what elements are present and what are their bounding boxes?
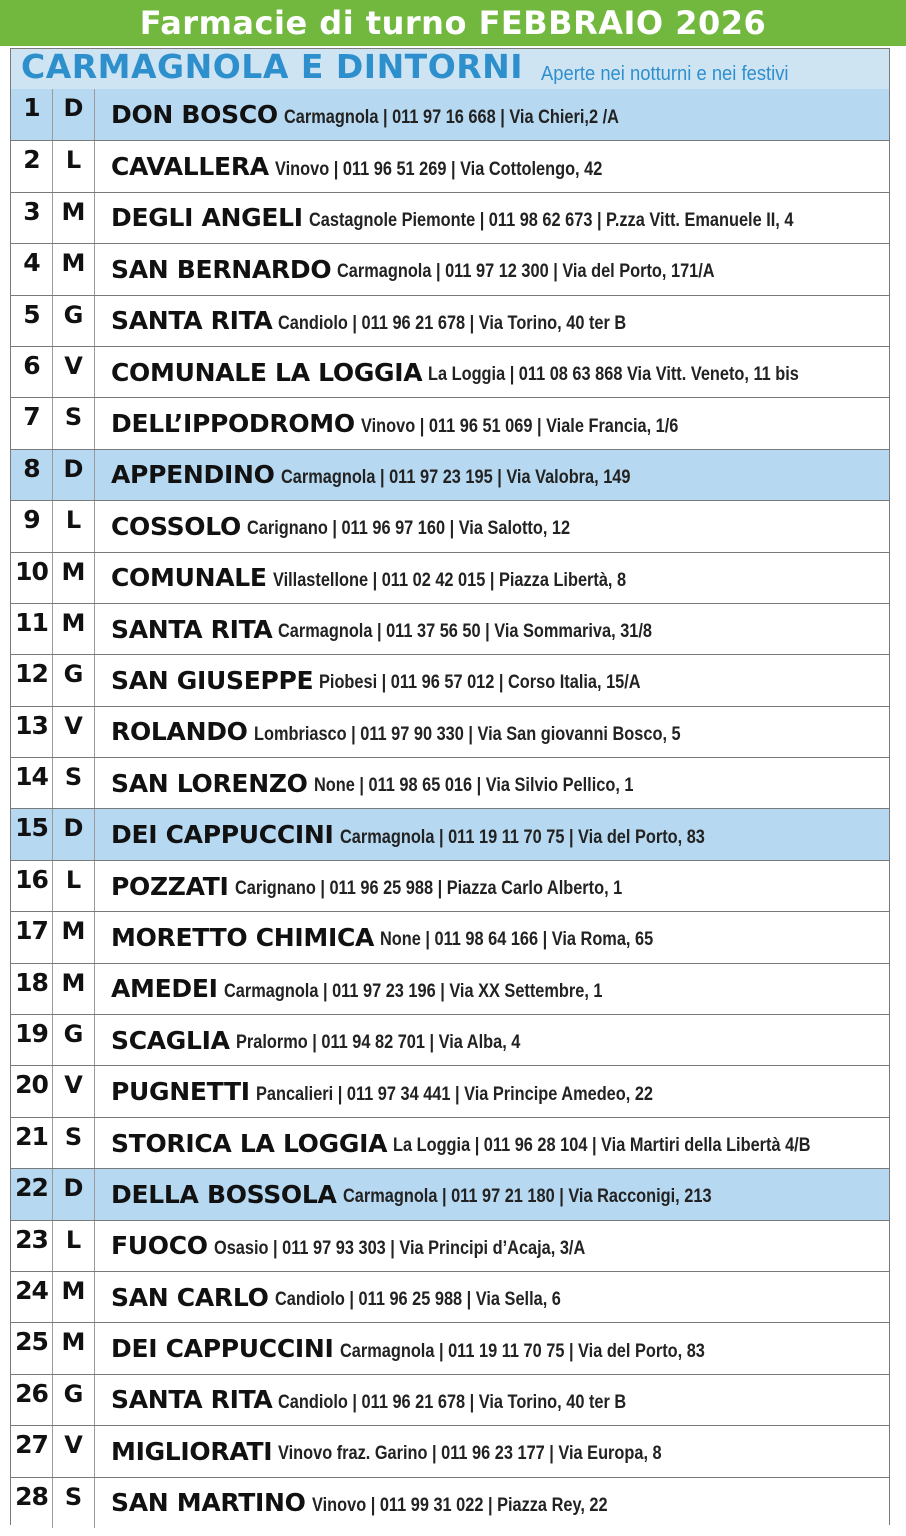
pharmacy-name: CAVALLERA — [111, 152, 269, 182]
pharmacy-details: Candiolo | 011 96 21 678 | Via Torino, 40 ter B — [278, 312, 627, 334]
day-number: 26 — [11, 1375, 53, 1425]
pharmacy-info — [95, 553, 889, 603]
table-row — [11, 1322, 889, 1373]
table-row — [11, 860, 889, 911]
table-row — [11, 1117, 889, 1168]
pharmacy-name: DELLA BOSSOLA — [111, 1179, 337, 1209]
day-number: 16 — [11, 861, 53, 911]
pharmacy-details: None | 011 98 64 166 | Via Roma, 65 — [380, 929, 654, 951]
pharmacy-name: SAN MARTINO — [111, 1488, 306, 1518]
weekday-letter: L — [53, 861, 95, 911]
pharmacy-details: Vinovo | 011 96 51 069 | Viale Francia, 1/6 — [360, 415, 679, 437]
pharmacy-details: Carmagnola | 011 97 23 196 | Via XX Settembre, 1 — [223, 980, 603, 1002]
day-number: 8 — [11, 450, 53, 500]
pharmacy-name: COSSOLO — [111, 511, 241, 541]
table-row — [11, 1425, 889, 1476]
weekday-letter: G — [53, 1015, 95, 1065]
table-row — [11, 449, 889, 500]
day-number: 24 — [11, 1272, 53, 1322]
pharmacy-name: PUGNETTI — [111, 1077, 250, 1107]
pharmacy-details: Vinovo | 011 96 51 269 | Via Cottolengo, 42 — [274, 158, 603, 180]
pharmacy-name: MIGLIORATI — [111, 1436, 273, 1466]
day-number: 10 — [11, 553, 53, 603]
day-number: 15 — [11, 809, 53, 859]
table-row — [11, 1014, 889, 1065]
pharmacy-name: ROLANDO — [111, 717, 248, 747]
table-row — [11, 1374, 889, 1425]
day-number: 14 — [11, 758, 53, 808]
day-number: 25 — [11, 1323, 53, 1373]
pharmacy-info — [95, 1221, 889, 1271]
pharmacy-details: Vinovo | 011 99 31 022 | Piazza Rey, 22 — [311, 1494, 608, 1516]
pharmacy-name: AMEDEI — [111, 974, 218, 1004]
day-number: 20 — [11, 1066, 53, 1116]
pharmacy-info — [95, 89, 889, 140]
pharmacy-details: Carmagnola | 011 97 16 668 | Via Chieri,2 /A — [283, 106, 619, 128]
day-number: 4 — [11, 244, 53, 294]
day-number: 9 — [11, 501, 53, 551]
pharmacy-details: Carmagnola | 011 97 12 300 | Via del Porto, 171/A — [337, 261, 715, 283]
weekday-letter: D — [53, 1169, 95, 1219]
pharmacy-details: Carmagnola | 011 19 11 70 75 | Via del Porto, 83 — [339, 826, 705, 848]
weekday-letter: M — [53, 193, 95, 243]
day-number: 6 — [11, 347, 53, 397]
table-row — [11, 808, 889, 859]
pharmacy-info — [95, 809, 889, 859]
table-row — [11, 500, 889, 551]
pharmacy-list — [11, 89, 889, 1528]
pharmacy-info — [95, 1375, 889, 1425]
weekday-letter: L — [53, 1221, 95, 1271]
weekday-letter: G — [53, 655, 95, 705]
pharmacy-name: DON BOSCO — [111, 100, 278, 130]
pharmacy-name: SAN LORENZO — [111, 768, 308, 798]
weekday-letter: G — [53, 296, 95, 346]
pharmacy-name: SANTA RITA — [111, 306, 273, 336]
pharmacy-name: APPENDINO — [111, 460, 275, 490]
table-row — [11, 346, 889, 397]
pharmacy-name: MORETTO CHIMICA — [111, 922, 375, 952]
day-number: 18 — [11, 964, 53, 1014]
day-number: 13 — [11, 707, 53, 757]
table-row — [11, 603, 889, 654]
table-row — [11, 1168, 889, 1219]
pharmacy-details: Candiolo | 011 96 25 988 | Via Sella, 6 — [274, 1289, 561, 1311]
table-row — [11, 89, 889, 140]
pharmacy-info — [95, 604, 889, 654]
pharmacy-info — [95, 1169, 889, 1219]
pharmacy-info — [95, 501, 889, 551]
day-number: 12 — [11, 655, 53, 705]
pharmacy-details: La Loggia | 011 96 28 104 | Via Martiri della Libertà 4/B — [393, 1135, 811, 1156]
pharmacy-details: Carignano | 011 96 97 160 | Via Salotto, 12 — [246, 518, 571, 540]
pharmacy-details: Carignano | 011 96 25 988 | Piazza Carlo Alberto, 1 — [234, 878, 622, 900]
day-number: 23 — [11, 1221, 53, 1271]
pharmacy-details: Carmagnola | 011 37 56 50 | Via Sommariva, 31/8 — [278, 621, 653, 643]
pharmacy-details: Carmagnola | 011 97 23 195 | Via Valobra, 149 — [280, 466, 631, 488]
pharmacy-details: Candiolo | 011 96 21 678 | Via Torino, 40 ter B — [278, 1391, 627, 1413]
pharmacy-details: Osasio | 011 97 93 303 | Via Principi d’Acaja, 3/A — [213, 1237, 585, 1259]
table-row — [11, 295, 889, 346]
day-number: 28 — [11, 1478, 53, 1528]
pharmacy-details: Vinovo fraz. Garino | 011 96 23 177 | Via Europa, 8 — [278, 1443, 662, 1465]
table-row — [11, 397, 889, 448]
day-number: 17 — [11, 912, 53, 962]
pharmacy-info — [95, 912, 889, 962]
weekday-letter: M — [53, 553, 95, 603]
table-row — [11, 243, 889, 294]
pharmacy-name: COMUNALE — [111, 563, 267, 593]
day-number: 3 — [11, 193, 53, 243]
pharmacy-name: SAN CARLO — [111, 1282, 269, 1312]
weekday-letter: V — [53, 1426, 95, 1476]
table-row — [11, 706, 889, 757]
weekday-letter: M — [53, 1323, 95, 1373]
weekday-letter: S — [53, 1478, 95, 1528]
pharmacy-details: Lombriasco | 011 97 90 330 | Via San giovanni Bosco, 5 — [253, 723, 681, 745]
pharmacy-details: Carmagnola | 011 19 11 70 75 | Via del Porto, 83 — [339, 1340, 705, 1362]
weekday-letter: G — [53, 1375, 95, 1425]
pharmacy-name: DEGLI ANGELI — [111, 203, 303, 233]
header-title: CARMAGNOLA E DINTORNI — [21, 47, 524, 86]
weekday-letter: D — [53, 450, 95, 500]
weekday-letter: V — [53, 1066, 95, 1116]
table-row — [11, 1271, 889, 1322]
header-subtitle: Aperte nei notturni e nei festivi — [541, 63, 789, 85]
page-title: Farmacie di turno FEBBRAIO 2026 — [0, 0, 906, 46]
pharmacy-info — [95, 1066, 889, 1116]
weekday-letter: S — [53, 1118, 95, 1168]
pharmacy-info — [95, 758, 889, 808]
weekday-letter: M — [53, 244, 95, 294]
pharmacy-info — [95, 1118, 889, 1168]
pharmacy-name: SAN BERNARDO — [111, 254, 332, 284]
pharmacy-info — [95, 1478, 889, 1528]
day-number: 21 — [11, 1118, 53, 1168]
pharmacy-info — [95, 964, 889, 1014]
pharmacy-details: La Loggia | 011 08 63 868 Via Vitt. Veneto, 11 bis — [428, 364, 800, 386]
table-row — [11, 192, 889, 243]
weekday-letter: D — [53, 89, 95, 140]
table-row — [11, 552, 889, 603]
day-number: 22 — [11, 1169, 53, 1219]
pharmacy-info — [95, 296, 889, 346]
weekday-letter: L — [53, 141, 95, 191]
table-row — [11, 963, 889, 1014]
weekday-letter: V — [53, 707, 95, 757]
pharmacy-info — [95, 244, 889, 294]
table-row — [11, 1220, 889, 1271]
pharmacy-info — [95, 193, 889, 243]
pharmacy-name: DEI CAPPUCCINI — [111, 820, 334, 850]
weekday-letter: M — [53, 1272, 95, 1322]
pharmacy-info — [95, 1272, 889, 1322]
pharmacy-name: SANTA RITA — [111, 1385, 273, 1415]
pharmacy-name: DELL’IPPODROMO — [111, 409, 355, 439]
pharmacy-details: Villastellone | 011 02 42 015 | Piazza Libertà, 8 — [272, 569, 626, 591]
table-row — [11, 911, 889, 962]
day-number: 7 — [11, 398, 53, 448]
day-number: 2 — [11, 141, 53, 191]
day-number: 5 — [11, 296, 53, 346]
table-header — [11, 49, 889, 89]
pharmacy-name: POZZATI — [111, 871, 229, 901]
weekday-letter: V — [53, 347, 95, 397]
pharmacy-info — [95, 1323, 889, 1373]
day-number: 11 — [11, 604, 53, 654]
pharmacy-name: SCAGLIA — [111, 1025, 230, 1055]
weekday-letter: M — [53, 964, 95, 1014]
pharmacy-name: FUOCO — [111, 1231, 208, 1261]
table-row — [11, 1065, 889, 1116]
table-row — [11, 757, 889, 808]
pharmacy-info — [95, 1426, 889, 1476]
pharmacy-details: None | 011 98 65 016 | Via Silvio Pellico, 1 — [313, 775, 634, 797]
pharmacy-details: Pralormo | 011 94 82 701 | Via Alba, 4 — [235, 1032, 521, 1054]
pharmacy-name: SAN GIUSEPPE — [111, 665, 314, 695]
weekday-letter: S — [53, 758, 95, 808]
table-row — [11, 654, 889, 705]
weekday-letter: M — [53, 604, 95, 654]
weekday-letter: S — [53, 398, 95, 448]
pharmacy-info — [95, 398, 889, 448]
pharmacy-info — [95, 707, 889, 757]
day-number: 27 — [11, 1426, 53, 1476]
pharmacy-details: Piobesi | 011 96 57 012 | Corso Italia, 15/A — [319, 672, 641, 694]
pharmacy-details: Pancalieri | 011 97 34 441 | Via Principe Amedeo, 22 — [255, 1083, 653, 1105]
weekday-letter: D — [53, 809, 95, 859]
day-number: 19 — [11, 1015, 53, 1065]
weekday-letter: L — [53, 501, 95, 551]
pharmacy-details: Carmagnola | 011 97 21 180 | Via Racconigi, 213 — [342, 1186, 712, 1208]
pharmacy-name: COMUNALE LA LOGGIA — [111, 357, 423, 387]
pharmacy-info — [95, 1015, 889, 1065]
weekday-letter: M — [53, 912, 95, 962]
pharmacy-info — [95, 347, 889, 397]
pharmacy-name: STORICA LA LOGGIA — [111, 1128, 388, 1158]
pharmacy-info — [95, 861, 889, 911]
day-number: 1 — [11, 89, 53, 140]
table-row — [11, 140, 889, 191]
pharmacy-info — [95, 450, 889, 500]
pharmacy-details: Castagnole Piemonte | 011 98 62 673 | P.zza Vitt. Emanuele II, 4 — [308, 209, 794, 231]
pharmacy-name: DEI CAPPUCCINI — [111, 1334, 334, 1364]
pharmacy-info — [95, 141, 889, 191]
pharmacy-name: SANTA RITA — [111, 614, 273, 644]
table-row — [11, 1477, 889, 1528]
pharmacy-info — [95, 655, 889, 705]
